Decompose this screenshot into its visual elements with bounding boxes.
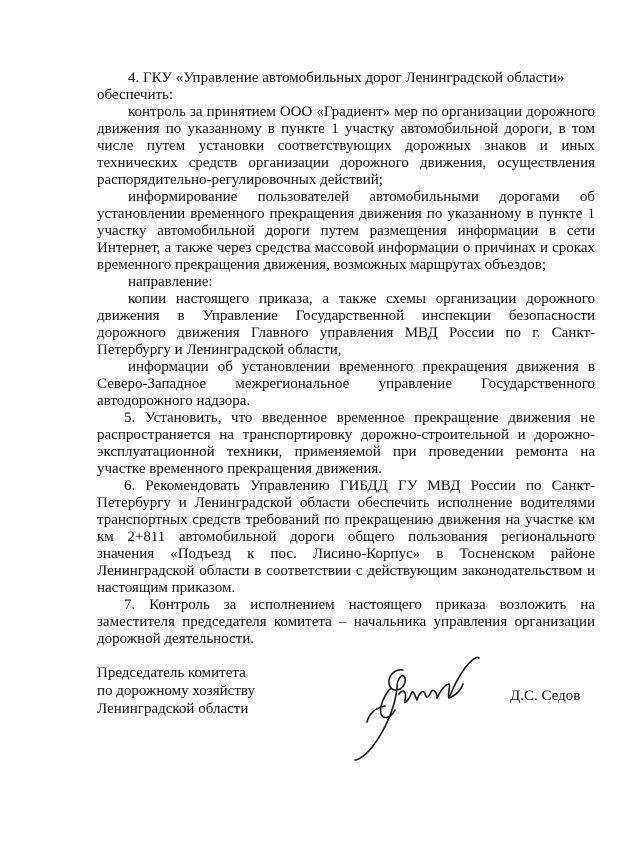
body-line: Петербургу и Ленинградской области, xyxy=(97,342,342,358)
body-line: 6. Рекомендовать Управлению ГИБДД ГУ МВД России по Санкт- xyxy=(124,478,595,494)
body-line: движения в Управление Государственной инспекции безопасности xyxy=(97,308,595,324)
body-line: настоящим приказом. xyxy=(97,580,236,596)
body-line: установлении временного прекращения движения по указанному в пункте 1 xyxy=(97,206,595,222)
body-line: информации об установлении временного прекращения движения в xyxy=(128,359,595,375)
body-line: транспортных средств требований по прекращению движения на участке км xyxy=(97,512,595,528)
body-line: участке временного прекращения движения. xyxy=(97,461,383,477)
body-line: дорожной деятельности. xyxy=(97,631,255,647)
body-line: копии настоящего приказа, а также схемы организации дорожного xyxy=(128,291,595,307)
body-line: движения по указанному в пункте 1 участку автомобильной дороги, в том xyxy=(97,121,595,137)
body-line: контроль за принятием ООО «Градиент» мер по организации дорожного xyxy=(128,104,595,120)
body-line: дорожного движения Главного управления МВД России по г. Санкт- xyxy=(97,325,595,341)
body-line: значения «Подъезд к пос. Лисино-Корпус» в Тосненском районе xyxy=(97,546,595,562)
body-line: технических средств организации дорожного движения, осуществления xyxy=(97,155,595,171)
body-line: участку автомобильной дороги путем размещения информации в сети xyxy=(97,223,595,239)
body-line: эксплуатационной техники, применяемой при проведении ремонта на xyxy=(97,444,595,460)
body-line: 7. Контроль за исполнением настоящего приказа возложить на xyxy=(124,597,595,613)
handwritten-signature xyxy=(345,648,505,768)
signatory-title-line: Председатель комитета xyxy=(97,665,246,681)
body-line: автодорожного надзора. xyxy=(97,393,251,409)
body-line: числе путем установки соответствующих дорожных знаков и иных xyxy=(97,138,595,154)
body-line: распорядительно-регулировочных действий; xyxy=(97,172,383,188)
body-line: Петербургу и Ленинградской области обеспечить исполнение водителями xyxy=(97,495,595,511)
body-line: 5. Установить, что введенное временное прекращение движения не xyxy=(124,410,595,426)
body-line: информирование пользователей автомобильными дорогами об xyxy=(128,189,595,205)
body-line: обеспечить: xyxy=(97,87,174,103)
signatory-title xyxy=(97,664,255,718)
body-line: временного прекращения движения, возможных маршрутах объездов; xyxy=(97,257,547,273)
body-line: км 2+811 автомобильной дороги общего пользования регионального xyxy=(97,529,595,545)
body-line: направление: xyxy=(128,274,213,290)
body-line: Северо-Западное межрегиональное управление Государственного xyxy=(97,376,595,392)
body-line: заместителя председателя комитета – начальника управления организации xyxy=(97,614,595,630)
body-line: Интернет, а также через средства массовой информации о причинах и сроках xyxy=(97,240,595,256)
signatory-title-line: по дорожному хозяйству xyxy=(97,683,255,699)
body-line: распространяется на транспортировку дорожно-строительной и дорожно- xyxy=(97,427,595,443)
signer-name: Д.С. Седов xyxy=(510,688,581,704)
signatory-title-line: Ленинградской области xyxy=(97,701,249,717)
body-line: Ленинградской области в соответствии с действующим законодательством и xyxy=(97,563,595,579)
body-line: 4. ГКУ «Управление автомобильных дорог Ленинградской области» xyxy=(128,70,565,86)
